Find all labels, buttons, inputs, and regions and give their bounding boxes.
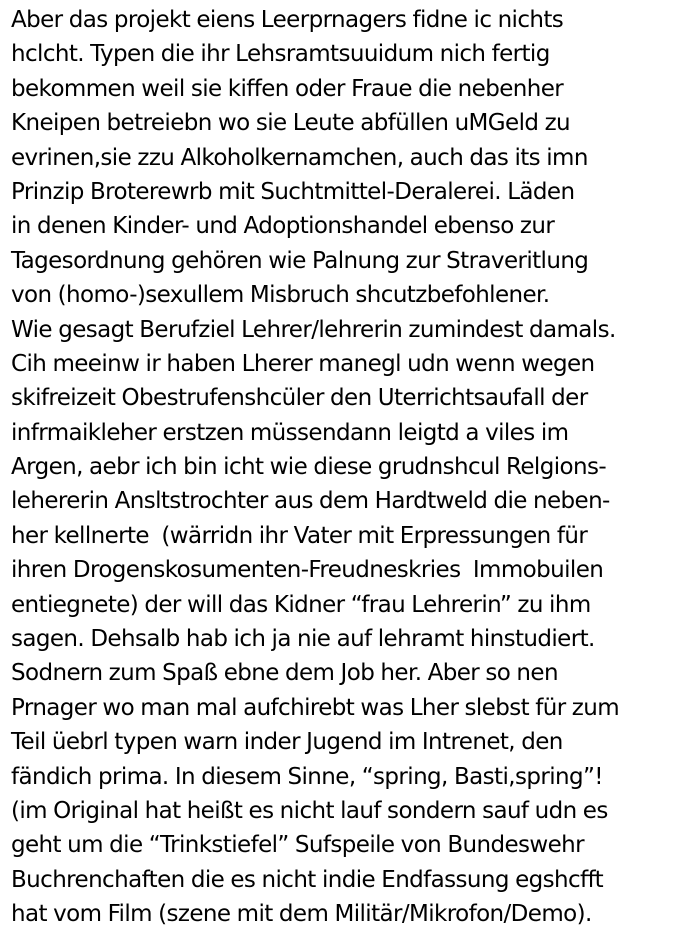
text-line-19: sagen. Dehsalb hab ich ja nie auf lehramt hinstudiert. (11, 626, 595, 653)
text-line-26: Buchrenchaften die es nicht indie Endfassung egshcfft (11, 866, 604, 893)
text-line-4: Kneipen betreiebn wo sie Leute abfüllen uMGeld zu (11, 110, 571, 137)
text-line-14: Argen, aebr ich bin icht wie diese grudnshcul Relgions- (11, 454, 607, 481)
text-line-2: hclcht. Typen die ihr Lehsramtsuuidum nich fertig (11, 41, 550, 68)
text-line-22: Teil üebrl typen warn inder Jugend im Intrenet, den (11, 729, 563, 756)
text-line-11: Cih meeinw ir haben Lherer manegl udn wenn wegen (11, 350, 595, 377)
text-line-25: geht um die “Trinkstiefel” Sufspeile von Bundeswehr (11, 832, 585, 859)
text-line-18: entiegnete) der will das Kidner “frau Lehrerin” zu ihm (11, 591, 591, 618)
body-text (11, 3, 679, 932)
text-line-24: (im Original hat heißt es nicht lauf sondern sauf udn es (11, 797, 608, 824)
text-line-15: lehererin Ansltstrochter aus dem Hardtweld die neben- (11, 488, 610, 515)
text-line-8: Tagesordnung gehören wie Palnung zur Straveritlung (11, 247, 589, 274)
text-line-3: bekommen weil sie kiffen oder Fraue die nebenher (11, 75, 564, 102)
text-line-16: her kellnerte (wärridn ihr Vater mit Erpressungen für (11, 522, 588, 549)
text-line-6: Prinzip Broterewrb mit Suchtmittel-Deralerei. Läden (11, 178, 575, 205)
text-line-21: Prnager wo man mal aufchirebt was Lher slebst für zum (11, 694, 620, 721)
text-line-23: fändich prima. In diesem Sinne, “spring, Basti,spring”! (11, 763, 603, 790)
text-line-10: Wie gesagt Berufziel Lehrer/lehrerin zumindest damals. (11, 316, 616, 343)
text-line-27: hat vom Film (szene mit dem Militär/Mikrofon/Demo). (11, 901, 592, 928)
text-line-7: in denen Kinder- und Adoptionshandel ebenso zur (11, 213, 555, 240)
text-line-20: Sodnern zum Spaß ebne dem Job her. Aber so nen (11, 660, 558, 687)
text-line-9: von (homo-)sexullem Misbruch shcutzbefohlener. (11, 282, 550, 309)
text-line-1: Aber das projekt eiens Leerprnagers fidne ic nichts (11, 7, 564, 33)
text-line-13: infrmaikleher erstzen müssendann leigtd a viles im (11, 419, 569, 446)
text-line-5: evrinen,sie zzu Alkoholkernamchen, auch das its imn (11, 144, 588, 171)
text-line-12: skifreizeit Obestrufenshcüler den Uterrichtsaufall der (11, 385, 588, 412)
text-line-17: ihren Drogenskosumenten-Freudneskries Immobuilen (11, 557, 604, 584)
